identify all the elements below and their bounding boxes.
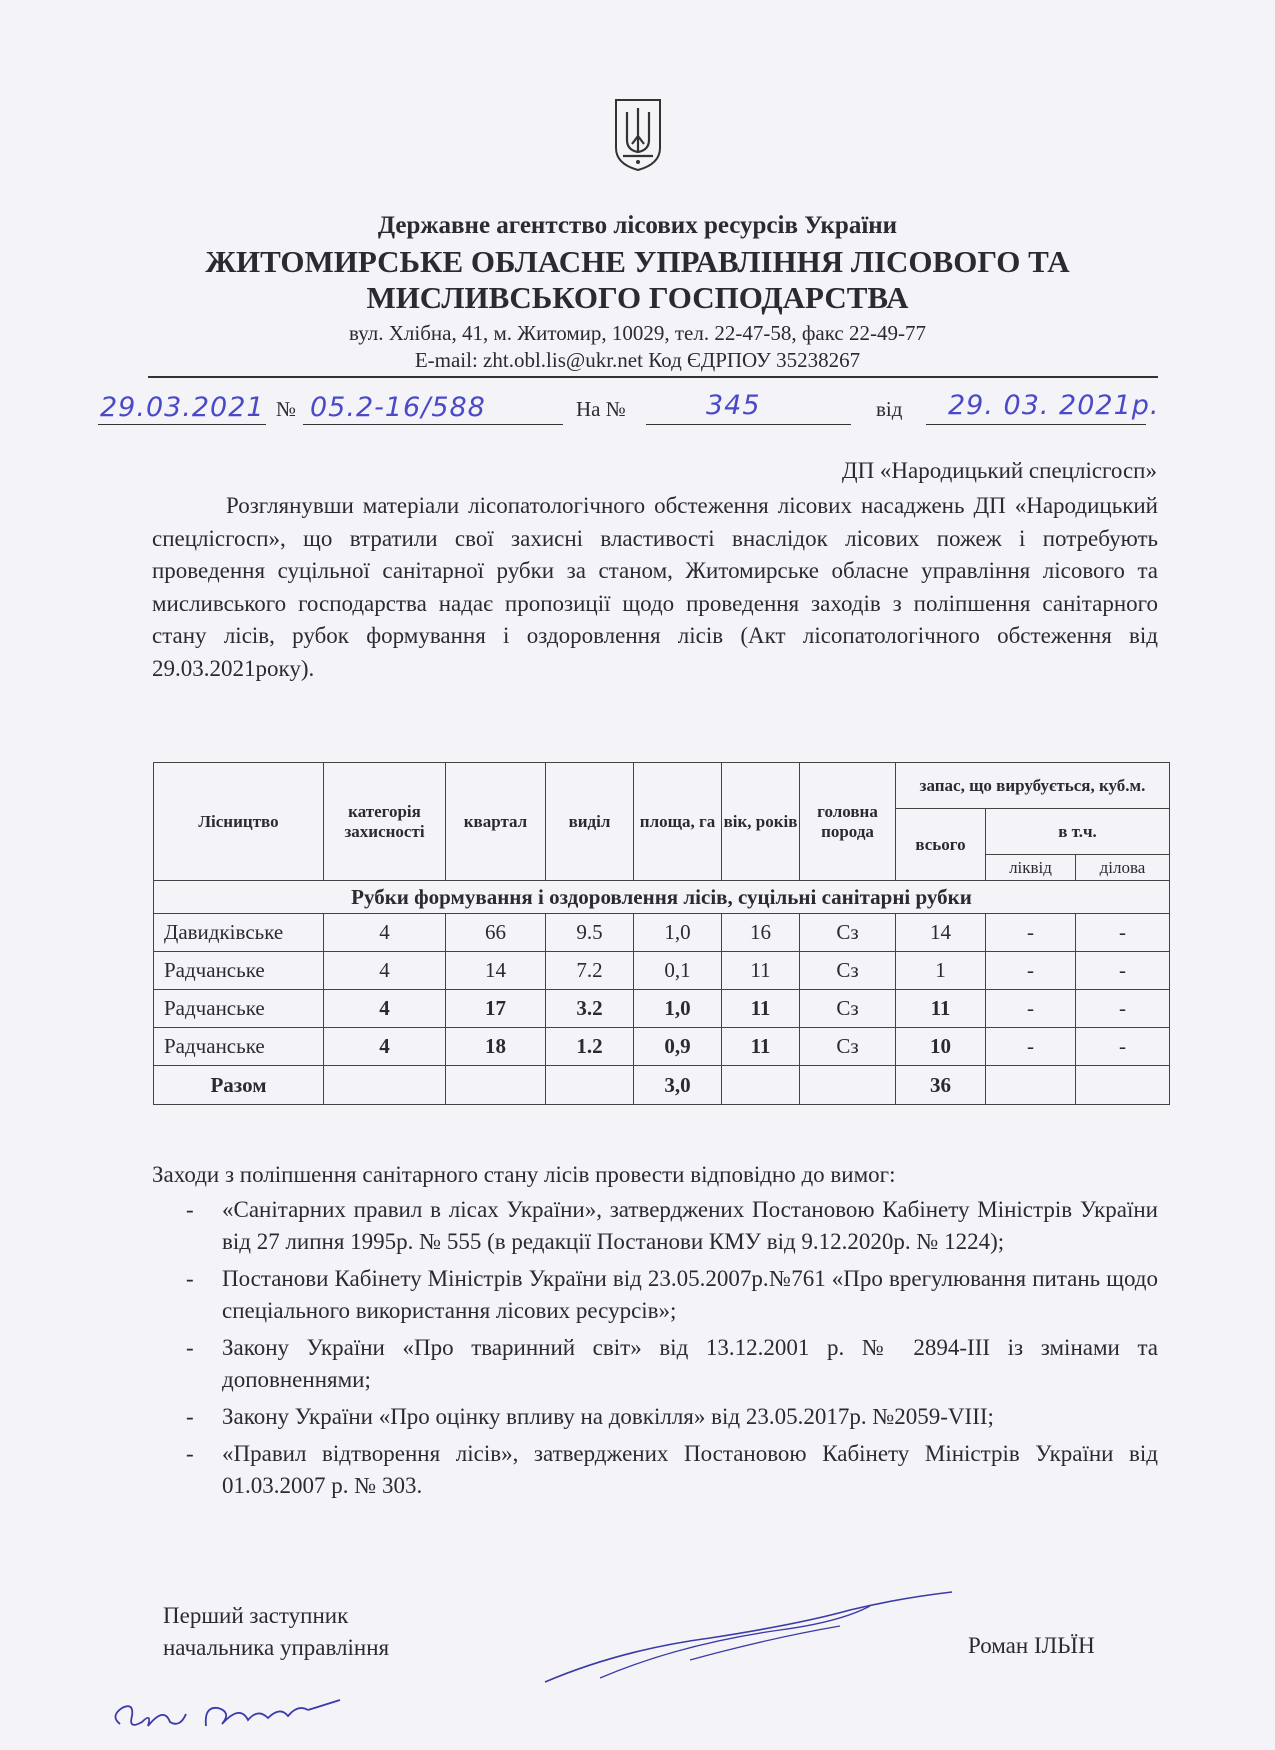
cell-quarter: 18 (446, 1028, 546, 1066)
col-header-including: в т.ч. (986, 809, 1170, 855)
col-header-business: ділова (1076, 855, 1170, 881)
total-empty-cell (800, 1066, 896, 1105)
requirements-list (152, 1194, 1158, 1507)
header-divider (148, 376, 1158, 378)
table-row (154, 914, 1170, 952)
cell-liquid: - (986, 990, 1076, 1028)
list-item (152, 1401, 1158, 1433)
trident-icon (613, 96, 663, 172)
outgoing-date: 29.03.2021 (100, 392, 265, 423)
cell-category: 4 (324, 952, 446, 990)
col-header-total: всього (896, 809, 986, 881)
list-item (152, 1332, 1158, 1396)
cell-plot: 3.2 (546, 990, 634, 1028)
handwritten-signature (540, 1580, 960, 1690)
col-header-age: вік, років (722, 763, 800, 881)
cell-category: 4 (324, 914, 446, 952)
bullet-dash: - (186, 1197, 194, 1222)
total-empty-cell (722, 1066, 800, 1105)
ref-number: 345 (706, 390, 761, 421)
list-item-text: Закону України «Про оцінку впливу на довкілля» від 23.05.2017р. №2059-VIII; (222, 1404, 994, 1429)
cell-age: 11 (722, 952, 800, 990)
bullet-dash: - (186, 1404, 194, 1429)
signatory-title (163, 1600, 389, 1664)
cell-forestry: Радчанське (154, 1028, 324, 1066)
list-item (152, 1194, 1158, 1258)
cell-plot: 9.5 (546, 914, 634, 952)
cell-total: 14 (896, 914, 986, 952)
cell-species: Сз (800, 952, 896, 990)
from-label: від (876, 397, 903, 421)
col-header-plot: виділ (546, 763, 634, 881)
outgoing-number: 05.2-16/588 (310, 392, 486, 423)
col-header-stock: запас, що вирубується, куб.м. (896, 763, 1170, 809)
col-header-category: категорія захисності (324, 763, 446, 881)
cell-quarter: 66 (446, 914, 546, 952)
department-name (0, 244, 1275, 316)
table-row (154, 1028, 1170, 1066)
cell-area: 0,9 (634, 1028, 722, 1066)
section-title: Рубки формування і оздоровлення лісів, суцільні санітарні рубки (154, 881, 1170, 914)
list-item (152, 1263, 1158, 1327)
table-row (154, 952, 1170, 990)
cell-liquid: - (986, 914, 1076, 952)
list-item-text: Закону України «Про тваринний світ» від 13.12.2001 р. № 2894-ІІІ із змінами та доповненнями; (222, 1335, 1158, 1392)
cell-category: 4 (324, 1028, 446, 1066)
cell-species: Сз (800, 914, 896, 952)
cell-business: - (1076, 952, 1170, 990)
measures-intro: Заходи з поліпшення санітарного стану лісів провести відповідно до вимог: (152, 1162, 896, 1187)
cell-liquid: - (986, 1028, 1076, 1066)
postal-address: вул. Хлібна, 41, м. Житомир, 10029, тел. 22-47-58, факс 22-49-77 (349, 321, 926, 345)
cell-age: 16 (722, 914, 800, 952)
cell-species: Сз (800, 990, 896, 1028)
cell-species: Сз (800, 1028, 896, 1066)
bullet-dash: - (186, 1441, 194, 1466)
col-header-quarter: квартал (446, 763, 546, 881)
cell-total: 10 (896, 1028, 986, 1066)
email-code-line: E-mail: zht.obl.lis@ukr.net Код ЄДРПОУ 35238267 (414, 348, 861, 372)
cell-forestry: Радчанське (154, 990, 324, 1028)
contact-block (0, 320, 1275, 374)
signatory-name: Роман ІЛЬЇН (968, 1633, 1095, 1658)
cell-business: - (1076, 990, 1170, 1028)
list-item-text: «Санітарних правил в лісах України», затверджених Постановою Кабінету Міністрів України від 27 липня 1995р. № 555 (в редакції Постанови КМУ від 9.12.2020р. № 1224); (222, 1197, 1158, 1254)
cell-plot: 1.2 (546, 1028, 634, 1066)
cell-area: 1,0 (634, 990, 722, 1028)
total-empty-cell (546, 1066, 634, 1105)
col-header-area: площа, га (634, 763, 722, 881)
cell-total: 1 (896, 952, 986, 990)
total-empty-cell (324, 1066, 446, 1105)
ref-date: 29. 03. 2021р. (948, 390, 1160, 421)
total-row (154, 1066, 1170, 1105)
addressee: ДП «Народицький спецлісгосп» (841, 458, 1157, 483)
number-label: № (276, 397, 297, 421)
bullet-dash: - (186, 1335, 194, 1360)
cell-forestry: Давидківське (154, 914, 324, 952)
agency-name: Державне агентство лісових ресурсів України (377, 212, 898, 239)
total-empty-cell (1076, 1066, 1170, 1105)
ref-number-label: На № (576, 397, 626, 421)
col-header-forestry: Лісництво (154, 763, 324, 881)
total-area: 3,0 (634, 1066, 722, 1105)
cell-area: 1,0 (634, 914, 722, 952)
cell-quarter: 17 (446, 990, 546, 1028)
body-paragraph (152, 490, 1158, 685)
registration-line (98, 392, 1168, 432)
total-stock: 36 (896, 1066, 986, 1105)
body-paragraph-text: Розглянувши матеріали лісопатологічного обстеження лісових насаджень ДП «Народицький спецлісгосп», що втратили свої захисні властивості внаслідок лісових пожеж і потребують проведення суцільної санітарної рубки за станом, Житомирське обласне управління лісового та мисливського господарства надає пропозиції щодо проведення заходів з поліпшення санітарного стану лісів, рубок формування і оздоровлення лісів (Акт лісопатологічного обстеження від 29.03.2021року). (152, 493, 1158, 681)
cell-forestry: Радчанське (154, 952, 324, 990)
total-label: Разом (154, 1066, 324, 1105)
list-item (152, 1438, 1158, 1502)
total-empty-cell (446, 1066, 546, 1105)
signatory-title-line2: начальника управління (163, 1635, 390, 1660)
signatory-title-line1: Перший заступник (163, 1603, 349, 1628)
cell-liquid: - (986, 952, 1076, 990)
cell-quarter: 14 (446, 952, 546, 990)
cell-age: 11 (722, 1028, 800, 1066)
cell-area: 0,1 (634, 952, 722, 990)
table-row (154, 990, 1170, 1028)
handwritten-initials (108, 1686, 348, 1736)
cell-age: 11 (722, 990, 800, 1028)
cell-total: 11 (896, 990, 986, 1028)
col-header-liquid: ліквід (986, 855, 1076, 881)
col-header-species: головна порода (800, 763, 896, 881)
cell-plot: 7.2 (546, 952, 634, 990)
list-item-text: Постанови Кабінету Міністрів України від 23.05.2007р.№761 «Про врегулювання питань щодо спеціального використання лісових ресурсів»; (222, 1266, 1158, 1323)
bullet-dash: - (186, 1266, 194, 1291)
list-item-text: «Правил відтворення лісів», затверджених Постановою Кабінету Міністрів України від 01.03.2007 р. № 303. (222, 1441, 1158, 1498)
total-empty-cell (986, 1066, 1076, 1105)
department-name-line2: МИСЛИВСЬКОГО ГОСПОДАРСТВА (366, 280, 909, 315)
department-name-line1: ЖИТОМИРСЬКЕ ОБЛАСНЕ УПРАВЛІННЯ ЛІСОВОГО ТА (205, 244, 1070, 279)
cell-business: - (1076, 1028, 1170, 1066)
cell-category: 4 (324, 990, 446, 1028)
cell-business: - (1076, 914, 1170, 952)
felling-table (153, 762, 1170, 1105)
